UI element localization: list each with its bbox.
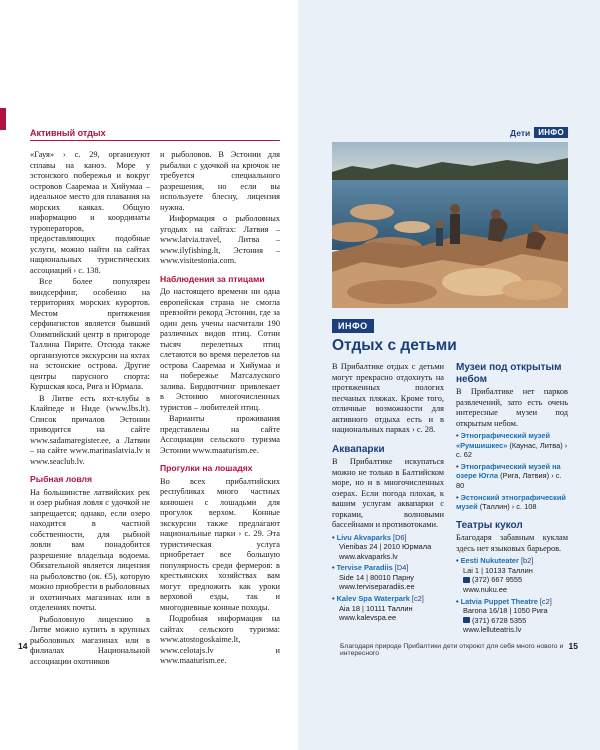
listing-name-text: Tervise Paradiis	[336, 563, 393, 573]
page-number-right: 15	[568, 641, 578, 651]
paragraph: Все более популярен виндсерфинг, особенно на территориях морских курортов. Местом притяжения серфингистов является бывший Олимпийский центр в пригороде Таллина Пирите. Отсюда также организуются экскурсии на яхтах на эстонские острова. Другие центры парусного спорта: Куршская коса, Рига и Юрмала.	[30, 277, 150, 391]
heading-birdwatching: Наблюдения за птицами	[160, 273, 265, 284]
info-badge-small: ИНФО	[534, 127, 568, 138]
theatre-name	[456, 556, 519, 565]
theatre-phone: (371) 6728 5355	[472, 615, 527, 625]
listing-address: Side 14 | 80010 Парну	[339, 572, 415, 582]
heading-puppet-theatres: Театры кукол	[456, 519, 523, 531]
paragraph: и рыболовов. В Эстонии для рыбалки с удочкой на крючок не требуется специального разрешения, но если вы используете блесну, лицензия нужна.	[160, 150, 280, 212]
theatre-phone-row	[456, 616, 568, 626]
paragraph: В Прибалтике искупаться можно не только в Балтийском море, но и в многочисленных озерах. Если погода плохая, к вашим услугам аквапарки с горками, волновыми бассейнами и противотоками.	[332, 457, 444, 529]
bullet-icon: •	[332, 563, 335, 573]
category-header	[510, 127, 568, 138]
photo-illustration	[332, 142, 568, 308]
paragraph: На большинстве латвийских рек и озер рыбная ловля с удочкой не запрещается; однако, если озеро находится в частной собственности, для рыбной ловли вам понадобится разрешение владельца водоема. Обязательной является лицензия на рыболовство (ок. €5), которую можно приобрести в рыболовных и охотничьих магазинах или в отделениях почты.	[30, 487, 150, 612]
right-page	[298, 0, 600, 750]
theatre-entry	[456, 597, 568, 635]
museum-location: (Каунас, Литва) › с. 62	[456, 440, 568, 460]
bullet-icon: •	[332, 532, 335, 542]
map-code: [c2]	[539, 596, 552, 606]
paragraph: Варианты проживания представлены на сайте Ассоциации сельского туризма Эстонии www.maaturism.ee.	[160, 414, 280, 455]
museum-location: (Таллин) › с. 108	[479, 502, 537, 512]
paragraph: В Прибалтике отдых с детьми могут прекрасно отдохнуть на протяженных пологих песчаных пляжах. Кроме того, отличные возможности для активного отдыха есть и в национальных парках › с. 28.	[332, 362, 444, 434]
museum-name-text: Эстонский этнографический музей	[456, 492, 566, 512]
listing-name	[332, 594, 410, 603]
theatre-phone: (372) 667 9555	[472, 575, 523, 585]
bullet-icon: •	[456, 596, 459, 606]
paragraph: До настоящего времени ни одна европейская страна не смогла превзойти рекорд Эстонии, где за один день учены насчитали 190 различных видов птиц. Сотни тысяч перелетных птиц слетаются во время перелетов на острова Сааремаа и Хийумаа и на побережье Матсалуского залива. Бирдвотчинг привлекает в Эстонию многочисленных туристов – любителей птиц.	[160, 287, 280, 412]
listing-address: Vienibas 24 | 2010 Юрмала	[339, 542, 432, 552]
theatre-website[interactable]: www.nuku.ee	[463, 585, 507, 595]
bullet-icon: •	[332, 594, 335, 604]
paragraph: Во всех прибалтийских республиках много частных конюшен с лошадьми для прогулок верхом. Конные экскурсии также предлагают национальные парки › с. 29. Эта туристическая услуга приобретает все большую популярность среди фермеров: в крестьянских хозяйствах вам могут предложить как уроки верховой езды, так и многодневные конные походы.	[160, 476, 280, 612]
left-column-1	[30, 150, 150, 666]
photo-caption-footer: Благодаря природе Прибалтики дети откроют для себя много нового и интересного	[340, 643, 564, 657]
paragraph: Благодаря забавным куклам здесь нет языковых барьеров.	[456, 533, 568, 553]
theatre-entry	[456, 556, 568, 594]
museum-name-text: Этнографический музей «Румшишкес»	[456, 431, 551, 450]
listing-name	[332, 563, 393, 572]
heading-horse-riding: Прогулки на лошадях	[160, 463, 253, 473]
phone-icon	[463, 617, 470, 623]
right-column-1	[332, 362, 444, 623]
theatre-name	[456, 597, 538, 606]
theatre-name-text: Eesti Nukuteater	[460, 556, 519, 566]
listing-name-text: Livu Akvaparks	[336, 532, 391, 542]
section-divider	[30, 140, 280, 141]
kids-on-rocky-shore-photo	[332, 142, 568, 308]
paragraph: Рыболовную лицензию в Литве можно купить в крупных рыболовных магазинах или в филиалах Национальной ассоциации охотников	[30, 614, 150, 666]
museum-entry	[456, 493, 568, 512]
paragraph: Подробная информация на сайтах сельского туризма: www.atostogoskaime.lt, www.celotajs.lv и www.maaturism.ee.	[160, 614, 280, 665]
listing-website[interactable]: www.akvaparks.lv	[339, 551, 398, 561]
listing-address: Aia 18 | 10111 Таллин	[339, 603, 413, 613]
map-code: [c2]	[411, 594, 424, 604]
paragraph: «Гауя» › с. 29, организуют сплавы на каноэ. Море у эстонского побережья и вокруг островов Сааремаа и Хийумаа – идеальное место для плавания на морских каяках. Общую информацию и координаты туроператоров, предоставляющих подобные услуги, можно найти на сайтах национальных туристических ассоциаций › с. 138.	[30, 150, 150, 275]
page-number-left: 14	[18, 641, 28, 651]
listing-entry	[332, 594, 444, 623]
map-code: [D4]	[394, 563, 409, 573]
phone-icon	[463, 577, 470, 583]
paragraph: В Литве есть яхт-клубы в Клайпеде и Ниде (www.lbs.lt). Список причалов Эстонии приводится на сайте www.sadamaregister.ee, а Латвии – на сайте www.marinaslatvia.lv и www.seaclub.lv.	[30, 393, 150, 466]
theatre-address: Lai 1 | 10133 Таллин	[463, 565, 533, 575]
section-tab-marker	[0, 108, 6, 130]
heading-aquaparks: Аквапарки	[332, 443, 385, 455]
heading-fishing: Рыбная ловля	[30, 474, 92, 484]
left-text-columns	[30, 150, 280, 666]
page-heading: Отдых с детьми	[332, 337, 457, 354]
paragraph: В Прибалтике нет парков развлечений, зато есть очень интересные музеи под открытым небом.	[456, 387, 568, 428]
theatre-address: Barona 16/18 | 1050 Рига	[463, 606, 548, 616]
listing-website[interactable]: www.terviseparadiis.ee	[339, 582, 415, 592]
listing-name	[332, 533, 391, 542]
info-badge-large: ИНФО	[332, 319, 374, 333]
section-title: Активный отдых	[30, 128, 106, 138]
listing-entry	[332, 563, 444, 592]
theatre-phone-row	[456, 575, 568, 585]
right-column-2	[456, 362, 568, 635]
theatre-name-text: Latvia Puppet Theatre	[460, 596, 538, 606]
bullet-icon: •	[456, 492, 459, 502]
heading-open-air-museums: Музеи под открытым небом	[456, 362, 562, 385]
museum-location: (Рига, Латвия) › с. 80	[456, 471, 562, 490]
map-code: [b2]	[520, 556, 534, 566]
museum-name-text: Этнографический музей на озере Югла	[456, 461, 561, 481]
listing-name-text: Kalev Spa Waterpark	[336, 594, 410, 604]
left-column-2	[160, 150, 280, 665]
theatre-website[interactable]: www.lelluteatris.lv	[463, 625, 522, 635]
paragraph: Информация о рыболовных угодьях на сайтах: Латвия – www.latvia.travel, Литва – www.ilyfishing.lt, Эстония – www.visitestonia.com.	[160, 214, 280, 265]
left-page	[0, 0, 298, 750]
museum-entry	[456, 431, 568, 460]
bullet-icon: •	[456, 431, 459, 440]
listing-entry	[332, 533, 444, 562]
category-label: Дети	[510, 127, 531, 138]
listing-website[interactable]: www.kalevspa.ee	[339, 613, 397, 623]
museum-entry	[456, 462, 568, 491]
bullet-icon: •	[456, 461, 459, 471]
map-code: [D6]	[393, 532, 407, 542]
bullet-icon: •	[456, 556, 459, 566]
